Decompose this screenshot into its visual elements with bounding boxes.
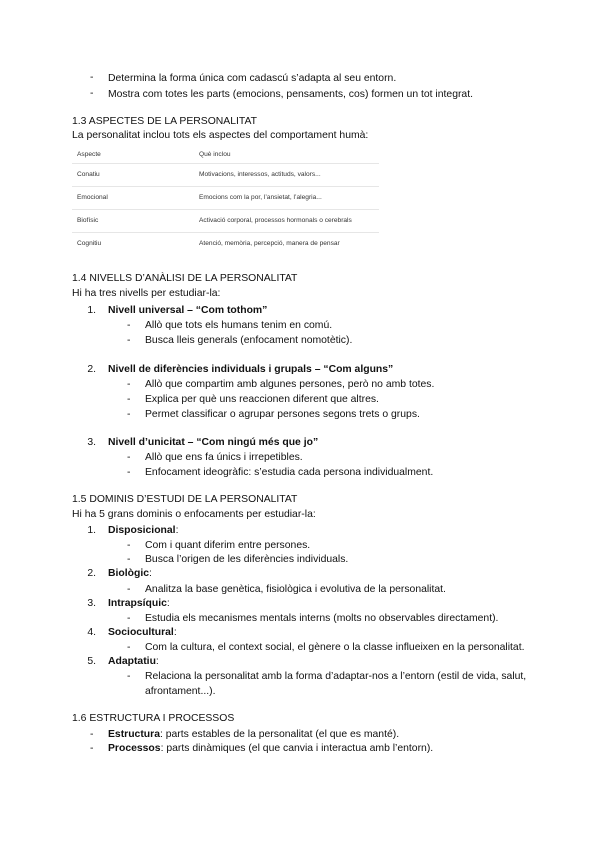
intro-bullet: Determina la forma única com cadascú s’adapta al seu entorn.	[108, 73, 397, 84]
list-number: 1.	[87, 525, 96, 536]
domain-title	[108, 567, 152, 580]
table-header-row	[72, 146, 379, 163]
section-intro: Hi ha 5 grans dominis o enfocaments per estudiar-la:	[72, 509, 316, 520]
list-bullet: Enfocament ideogràfic: s’estudia cada persona individualment.	[145, 467, 434, 478]
bullet-dash: -	[127, 335, 131, 346]
list-bullet: Com i quant diferim entre persones.	[145, 540, 311, 551]
domain-colon: :	[175, 525, 179, 536]
domain-colon: :	[148, 568, 152, 579]
domain-colon: :	[155, 656, 159, 667]
list-bullet: Allò que tots els humans tenim en comú.	[145, 320, 333, 331]
domain-colon: :	[173, 627, 177, 638]
aspects-table	[72, 146, 379, 254]
bullet-dash: -	[127, 584, 131, 595]
bullet-dash: -	[127, 671, 131, 682]
list-bullet: Explica per què uns reaccionen diferent que altres.	[145, 394, 379, 405]
section-heading-1-6: 1.6 ESTRUCTURA I PROCESSOS	[72, 713, 235, 724]
structure-desc: : parts estables de la personalitat (el que es manté).	[159, 729, 400, 740]
bullet-dash: -	[127, 554, 131, 565]
table-cell: Motivacions, interessos, actituds, valors...	[199, 171, 321, 178]
table-cell: Conatiu	[77, 171, 100, 178]
domain-term: Adaptatiu	[108, 656, 156, 667]
structure-term: Estructura	[108, 729, 160, 740]
bullet-dash: -	[90, 729, 94, 740]
domain-title	[108, 655, 159, 668]
table-cell: Biofísic	[77, 217, 99, 224]
table-cell: Atenció, memòria, percepció, manera de pensar	[199, 239, 340, 247]
level-title: Nivell d’unicitat – “Com ningú més que jo”	[108, 437, 319, 448]
bullet-dash: -	[127, 452, 131, 463]
table-row	[72, 186, 379, 209]
table-cell: Emocions com la por, l’ansietat, l’alegria...	[199, 194, 322, 201]
domain-title	[108, 597, 170, 610]
table-cell: Activació corporal, processos hormonals o cerebrals	[199, 217, 352, 224]
list-number: 1.	[87, 305, 96, 316]
bullet-dash: -	[90, 743, 94, 754]
level-title: Nivell universal – “Com tothom”	[108, 305, 268, 316]
list-number: 3.	[87, 598, 96, 609]
intro-bullet: Mostra com totes les parts (emocions, pensaments, cos) formen un tot integrat.	[108, 89, 473, 100]
list-bullet: Busca l’origen de les diferències individuals.	[145, 554, 349, 565]
section-heading-1-3: 1.3 ASPECTES DE LA PERSONALITAT	[72, 116, 257, 127]
list-bullet: Analitza la base genètica, fisiològica i evolutiva de la personalitat.	[145, 584, 446, 595]
list-number: 2.	[87, 364, 96, 375]
structure-item	[108, 728, 399, 741]
list-bullet: Relaciona la personalitat amb la forma d’adaptar-nos a l’entorn (estil de vida, salut,	[145, 671, 527, 682]
list-bullet-continuation: afrontament...).	[145, 686, 216, 697]
list-number: 5.	[87, 656, 96, 667]
list-bullet: Com la cultura, el context social, el gènere o la classe influeixen en la personalitat.	[145, 642, 525, 653]
bullet-dash: -	[127, 409, 131, 420]
list-number: 2.	[87, 568, 96, 579]
structure-item	[108, 742, 433, 755]
bullet-dash: -	[127, 320, 131, 331]
bullet-dash: -	[127, 394, 131, 405]
domain-title	[108, 524, 178, 537]
list-number: 3.	[87, 437, 96, 448]
domain-term: Intrapsíquic	[108, 598, 167, 609]
table-row	[72, 232, 379, 254]
table-header: Què inclou	[199, 150, 231, 158]
table-row	[72, 209, 379, 232]
bullet-dash: -	[127, 613, 131, 624]
bullet-dash: -	[90, 72, 94, 83]
section-intro: La personalitat inclou tots els aspectes del comportament humà:	[72, 130, 369, 141]
bullet-dash: -	[127, 379, 131, 390]
section-heading-1-5: 1.5 DOMINIS D’ESTUDI DE LA PERSONALITAT	[72, 494, 298, 505]
bullet-dash: -	[90, 88, 94, 99]
section-intro: Hi ha tres nivells per estudiar-la:	[72, 288, 221, 299]
table-header: Aspecte	[77, 150, 101, 158]
bullet-dash: -	[127, 540, 131, 551]
bullet-dash: -	[127, 642, 131, 653]
domain-term: Disposicional	[108, 525, 176, 536]
list-bullet: Allò que ens fa únics i irrepetibles.	[145, 452, 303, 463]
domain-colon: :	[166, 598, 170, 609]
table-cell: Cognitiu	[77, 239, 102, 247]
list-bullet: Allò que compartim amb algunes persones, però no amb totes.	[145, 379, 435, 390]
level-title: Nivell de diferències individuals i grupals – “Com alguns”	[108, 364, 394, 375]
domain-term: Sociocultural	[108, 627, 174, 638]
domain-title	[108, 626, 177, 639]
section-heading-1-4: 1.4 NIVELLS D’ANÀLISI DE LA PERSONALITAT	[72, 273, 298, 284]
domain-term: Biològic	[108, 568, 149, 579]
list-number: 4.	[87, 627, 96, 638]
list-bullet: Estudia els mecanismes mentals interns (molts no observables directament).	[145, 613, 499, 624]
table-row	[72, 163, 379, 186]
list-bullet: Busca lleis generals (enfocament nomotètic).	[145, 335, 353, 346]
structure-term: Processos	[108, 743, 161, 754]
bullet-dash: -	[127, 467, 131, 478]
structure-desc: : parts dinàmiques (el que canvia i interactua amb l’entorn).	[160, 743, 434, 754]
list-bullet: Permet classificar o agrupar persones segons trets o grups.	[145, 409, 420, 420]
table-cell: Emocional	[77, 194, 108, 201]
